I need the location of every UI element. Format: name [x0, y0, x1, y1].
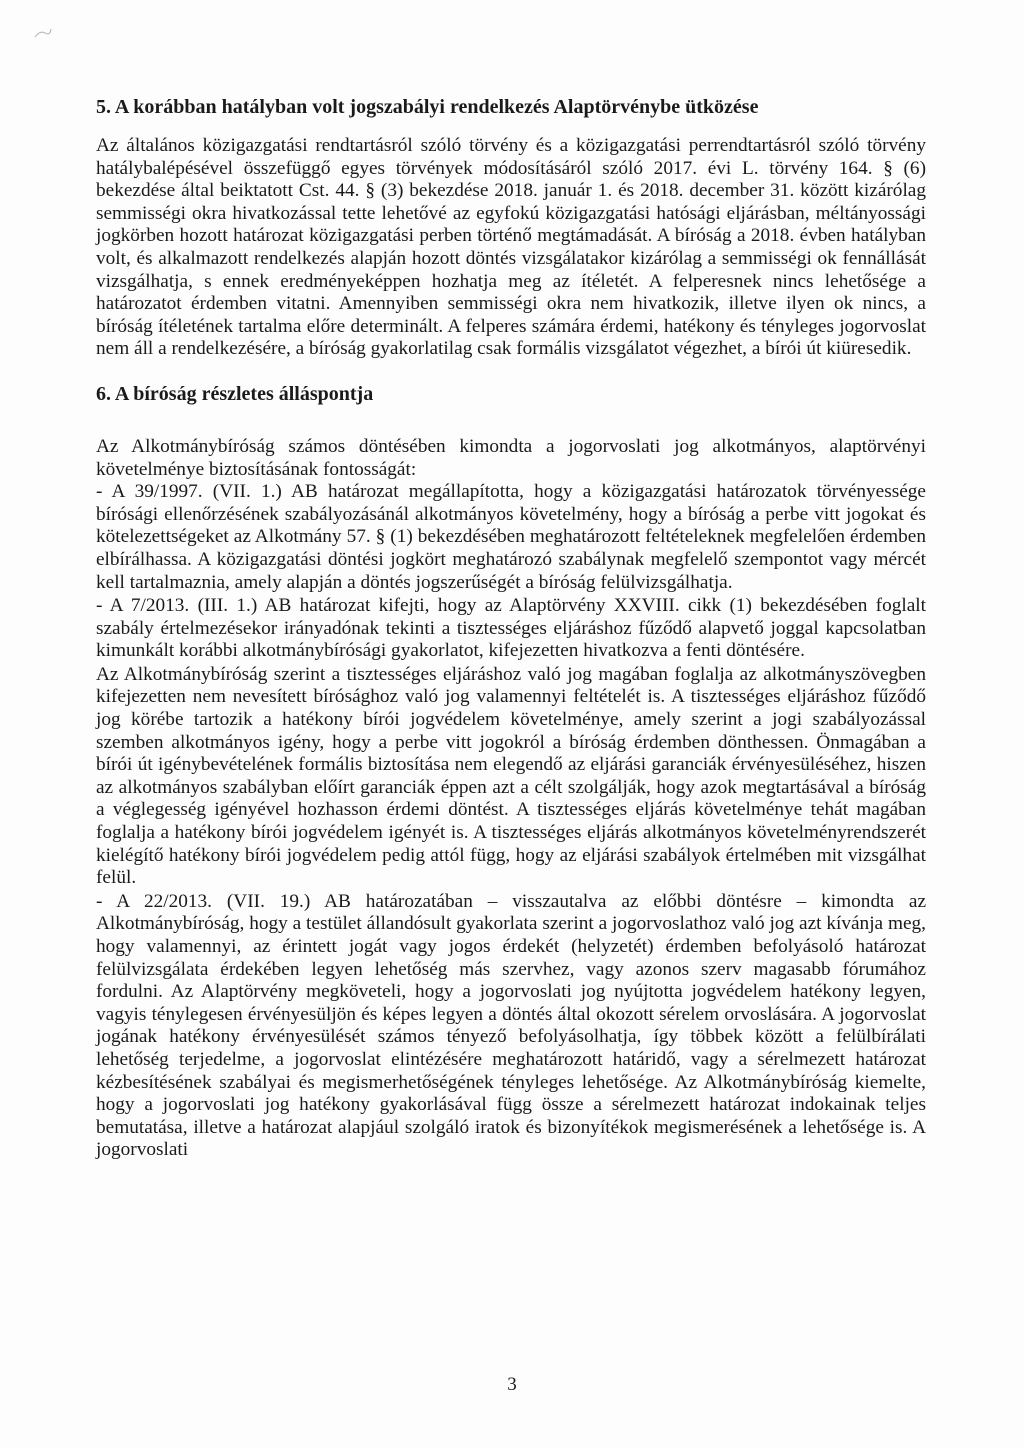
section-5-paragraph: Az általános közigazgatási rendtartásról szóló törvény és a közigazgatási perrendtartásról szóló törvény hatálybalépésével összefüggő egyes törvények módosításáról szóló 2017. évi L. törvény 164. § (6) bekezdése által beiktatott Cst. 44. § (3) bekezdése 2018. január 1. és 2018. december 31. között kizárólag semmisségi okra hivatkozással tette lehetővé az egyfokú közigazgatási hatósági eljárásban, méltányossági jogkörben hozott határozat közigazgatási perben történő megtámadását. A bíróság a 2018. évben hatályban volt, és alkalmazott rendelkezés alapján hozott döntés vizsgálatakor kizárólag a semmisségi ok fennállását vizsgálhatja, s ennek eredményeképpen hozhatja meg az ítéletét. A felperesnek nincs lehetősége a határozatot érdemben vitatni. Amennyiben semmisségi okra nem hivatkozik, illetve ilyen ok nincs, a bíróság ítéletének tartalma előre determinált. A felperes számára érdemi, hatékony és tényleges jogorvoslat nem áll a rendelkezésére, a bíróság gyakorlatilag csak formális vizsgálatot végezhet, a bírói út kiüresedik.: [96, 135, 926, 360]
scan-artifact-mark: [34, 28, 52, 38]
ruling-22-2013-paragraph: - A 22/2013. (VII. 19.) AB határozatában – visszautalva az előbbi döntésre – kimondta az Alkotmánybíróság, hogy a testület állandósult gyakorlata szerint a jogorvoslathoz való jog azt kívánja meg, hogy valamennyi, az érintett jogát vagy jogos érdekét (helyzetét) érdemben befolyásoló határozat felülvizsgálata érdekében legyen lehetőség más szervhez, vagy azonos szerv magasabb fórumához fordulni. Az Alaptörvény megköveteli, hogy a jogorvoslati jog nyújtotta jogvédelem hatékony legyen, vagyis ténylegesen érvényesüljön és képes legyen a döntés által okozott sérelem orvoslására. A jogorvoslat jogának hatékony érvényesülését számos tényező befolyásolhatja, így többek között a felülbírálati lehetőség terjedelme, a jogorvoslat elintézésére meghatározott határidő, vagy a sérelmezett határozat kézbesítésének szabályai és megismerhetőségének tényleges lehetősége. Az Alkotmánybíróság kiemelte, hogy a jogorvoslati jog hatékony gyakorlásával függ össze a sérelmezett határozat indokainak teljes bemutatása, illetve a határozat alapjául szolgáló iratok és bizonyítékok megismerésének a lehetősége is. A jogorvoslati: [96, 890, 926, 1161]
ruling-39-1997-paragraph: - A 39/1997. (VII. 1.) AB határozat megállapította, hogy a közigazgatási határozatok törvényessége bírósági ellenőrzésének szabályozásánál alkotmányos követelmény, hogy a bíróság a perbe vitt jogokat és kötelezettségeket az Alkotmány 57. § (1) bekezdésében meghatározott feltételeknek megfelelően érdemben elbírálhassa. A közigazgatási döntési jogkört meghatározó szabálynak megfelelő szempontot vagy mércét kell tartalmaznia, amely alapján a döntés jogszerűségét a bíróság felülvizsgálhatja.: [96, 481, 926, 593]
section-5-heading: 5. A korábban hatályban volt jogszabályi rendelkezés Alaptörvénybe ütközése: [96, 96, 759, 118]
page-number: 3: [507, 1374, 517, 1395]
section-6-heading: 6. A bíróság részletes álláspontja: [96, 382, 374, 405]
document-body: [96, 96, 926, 1163]
section-6-intro-paragraph: Az Alkotmánybíróság számos döntésében kimondta a jogorvoslati jog alkotmányos, alaptörvényi követelménye biztosításának fontosságát:: [96, 435, 926, 480]
fair-trial-paragraph: Az Alkotmánybíróság szerint a tisztességes eljáráshoz való jog magában foglalja az alkotmányszövegben kifejezetten nem nevesített bírósághoz való jog valamennyi feltételét is. A tisztességes eljáráshoz fűződő jog körébe tartozik a hatékony bírói jogvédelem követelménye, amely szerint a jogi szabályozással szemben alkotmányos igény, hogy a perbe vitt jogokról a bíróság érdemben dönthessen. Önmagában a bírói út igénybevételének formális biztosítása nem elegendő az eljárási garanciák érvényesüléséhez, hiszen az alkotmányos szabályban előírt garanciák éppen azt a célt szolgálják, hogy azok megtartásával a bíróság a véglegesség igényével hozhasson érdemi döntést. A tisztességes eljárás követelménye tehát magában foglalja a hatékony bírói jogvédelem igényét is. A tisztességes eljárás alkotmányos követelményrendszerét kielégítő hatékony bírói jogvédelem pedig attól függ, hogy az eljárási szabályok értelmében mit vizsgálhat felül.: [96, 663, 926, 889]
ruling-7-2013-paragraph: - A 7/2013. (III. 1.) AB határozat kifejti, hogy az Alaptörvény XXVIII. cikk (1) bekezdésében foglalt szabály értelmezésekor irányadónak tekinti a tisztességes eljáráshoz fűződő alapvető joggal kapcsolatban kimunkált korábbi alkotmánybírósági gyakorlatot, kifejezetten hivatkozva a fenti döntésére.: [96, 595, 926, 662]
